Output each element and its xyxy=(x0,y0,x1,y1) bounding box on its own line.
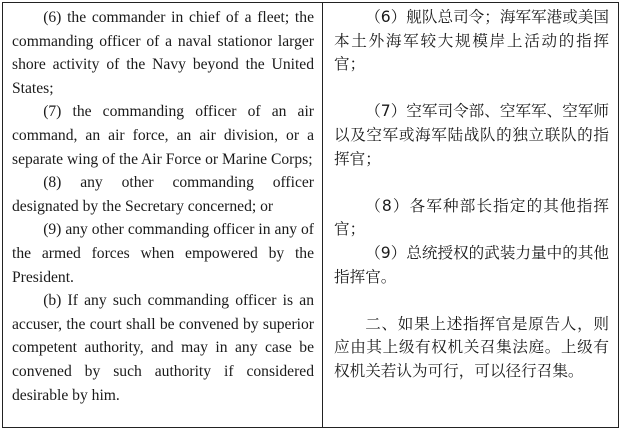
english-paragraph-8: (8) any other commanding officer designated by the Secretary concerned; or xyxy=(12,174,314,215)
bilingual-table xyxy=(2,2,619,428)
english-paragraph-9: (9) any other commanding officer in any of the armed forces when empowered by the President. xyxy=(12,221,314,286)
english-paragraph-7: (7) the commanding officer of an air command, an air force, an air division, or a separate wing of the Air Force or Marine Corps; xyxy=(12,103,314,168)
chinese-paragraph-7: （7）空军司令部、空军军、空军师以及空军或海军陆战队的独立联队的指挥官； xyxy=(334,102,610,168)
spacer xyxy=(334,171,609,195)
chinese-paragraph-6: （6）舰队总司令；海军军港或美国本土外海军较大规模岸上活动的指挥官； xyxy=(334,8,610,74)
english-paragraph-b: (b) If any such commanding officer is an accuser, the court shall be convened by superior competent authority, and may in any case be convened by such authority if considered desirable by him. xyxy=(12,292,314,404)
english-column xyxy=(3,3,323,427)
chinese-paragraph-8: （8）各军种部长指定的其他指挥官； xyxy=(334,196,609,239)
chinese-column xyxy=(323,3,618,427)
spacer xyxy=(334,77,609,101)
english-paragraph-6: (6) the commander in chief of a fleet; the commanding officer of a naval stationor larger shore activity of the Navy beyond the United States; xyxy=(12,9,314,97)
spacer xyxy=(334,289,609,313)
chinese-paragraph-2: 二、如果上述指挥官是原告人，则应由其上级有权机关召集法庭。上级有权机关若认为可行，可以径行召集。 xyxy=(334,314,609,380)
chinese-paragraph-9: （9）总统授权的武装力量中的其他指挥官。 xyxy=(334,243,610,286)
